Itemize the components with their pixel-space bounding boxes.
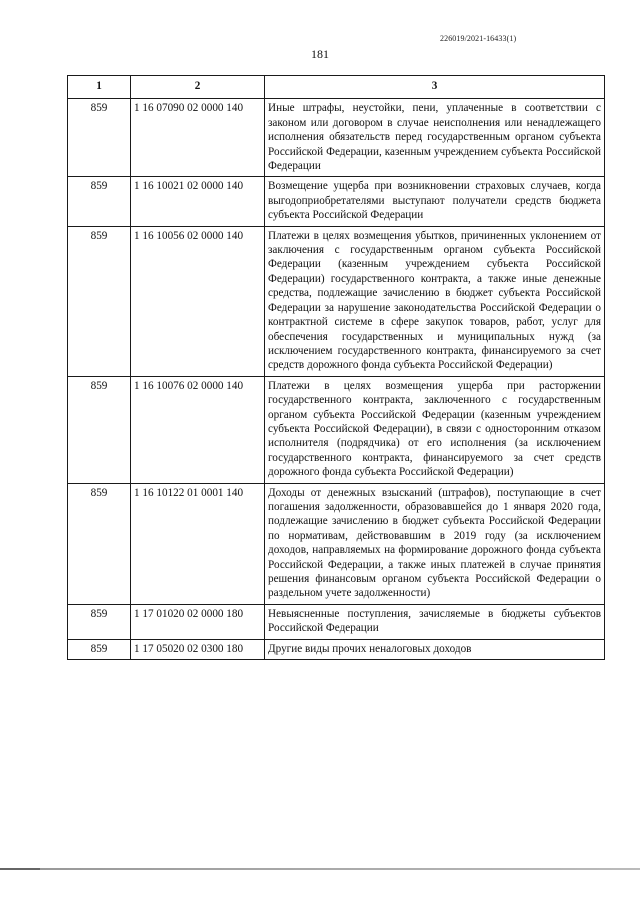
administrator-code-cell: 859	[68, 604, 131, 639]
table-row	[68, 99, 605, 177]
table-header-row	[68, 76, 605, 99]
table-row	[68, 226, 605, 376]
revenue-name-cell: Иные штрафы, неустойки, пени, уплаченные в соответствии с законом или договором в случае неисполнения или ненадлежащего исполнения обязательств перед государственным органом субъекта Российской Федерации, казенным учреждением субъекта Российской Федерации	[265, 99, 605, 177]
revenue-name-cell: Платежи в целях возмещения ущерба при расторжении государственного контракта, заключенного с государственным органом субъекта Российской Федерации (казенным учреждением субъекта Российской Федерации), в связи с односторонним отказом исполнителя (подрядчика) от его исполнения (за исключением государственного контракта, финансируемого за счет средств дорожного фонда субъекта Российской Федерации)	[265, 376, 605, 483]
budget-classification-code-cell: 1 16 07090 02 0000 140	[131, 99, 265, 177]
budget-classification-code-cell: 1 17 05020 02 0300 180	[131, 639, 265, 659]
budget-classification-code-cell: 1 16 10056 02 0000 140	[131, 226, 265, 376]
budget-classification-code-cell: 1 16 10076 02 0000 140	[131, 376, 265, 483]
administrator-code-cell: 859	[68, 99, 131, 177]
administrator-code-cell: 859	[68, 376, 131, 483]
revenue-name-cell: Возмещение ущерба при возникновении страховых случаев, когда выгодоприобретателями выступают получатели средств бюджета субъекта Российской Федерации	[265, 177, 605, 226]
budget-classification-code-cell: 1 17 01020 02 0000 180	[131, 604, 265, 639]
column-header-3: 3	[265, 76, 605, 99]
scan-footer-line	[0, 868, 640, 870]
administrator-code-cell: 859	[68, 226, 131, 376]
administrator-code-cell: 859	[68, 177, 131, 226]
revenue-name-cell: Доходы от денежных взысканий (штрафов), поступающие в счет погашения задолженности, образовавшейся до 1 января 2020 года, подлежащие зачислению в бюджет субъекта Российской Федерации по нормативам, действовавшим в 2019 году (за исключением доходов, направляемых на формирование дорожного фонда субъекта Российской Федерации, а также иных платежей в случае принятия решения финансовым органом субъекта Российской Федерации о раздельном учете задолженности)	[265, 483, 605, 604]
table-row	[68, 177, 605, 226]
budget-classification-code-cell: 1 16 10021 02 0000 140	[131, 177, 265, 226]
document-registration-number: 226019/2021-16433(1)	[440, 34, 517, 43]
table-row	[68, 604, 605, 639]
column-header-2: 2	[131, 76, 265, 99]
revenue-name-cell: Невыясненные поступления, зачисляемые в бюджеты субъектов Российской Федерации	[265, 604, 605, 639]
revenue-name-cell: Платежи в целях возмещения убытков, причиненных уклонением от заключения с государственным органом субъекта Российской Федерации (казенным учреждением субъекта Российской Федерации) государственного контракта, а также иные денежные средства, подлежащие зачислению в бюджет субъекта Российской Федерации за нарушение законодательства Российской Федерации о контрактной системе в сфере закупок товаров, работ, услуг для обеспечения государственных и муниципальных нужд (за исключением государственного контракта, финансируемого за счет средств дорожного фонда субъекта Российской Федерации)	[265, 226, 605, 376]
column-header-1: 1	[68, 76, 131, 99]
budget-classification-code-cell: 1 16 10122 01 0001 140	[131, 483, 265, 604]
administrator-code-cell: 859	[68, 483, 131, 604]
revenue-codes-table	[67, 75, 605, 660]
revenue-name-cell: Другие виды прочих неналоговых доходов	[265, 639, 605, 659]
page-number: 181	[311, 47, 329, 61]
table-row	[68, 376, 605, 483]
administrator-code-cell: 859	[68, 639, 131, 659]
table-row	[68, 483, 605, 604]
table-row	[68, 639, 605, 659]
